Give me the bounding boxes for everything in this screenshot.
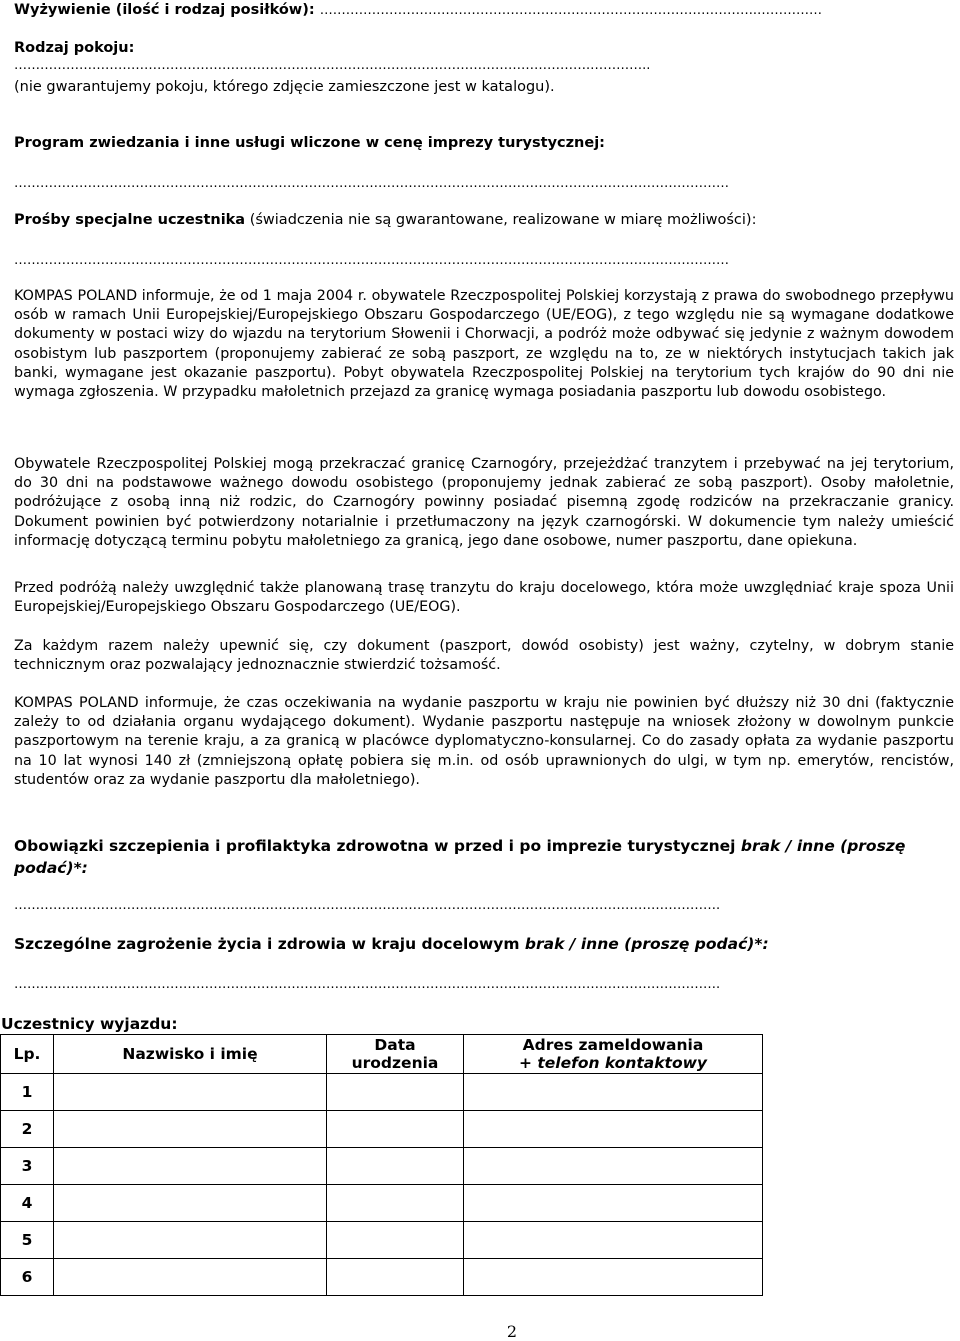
birth-date-cell[interactable] bbox=[327, 1111, 464, 1148]
participants-header-row bbox=[1, 1035, 763, 1074]
row-number: 1 bbox=[1, 1074, 54, 1111]
program-label: Program zwiedzania i inne usługi wliczone w cenę imprezy turystycznej: bbox=[14, 135, 605, 151]
name-cell[interactable] bbox=[54, 1111, 327, 1148]
name-cell[interactable] bbox=[54, 1148, 327, 1185]
column-header-lp: Lp. bbox=[1, 1035, 54, 1074]
table-row bbox=[1, 1074, 763, 1111]
meals-fill-line: ………………………………………………………………………………………..…………… bbox=[319, 3, 822, 18]
vaccination-options: brak / inne (proszę podać)*: bbox=[14, 837, 906, 877]
address-cell[interactable] bbox=[464, 1148, 763, 1185]
requests-label bbox=[14, 210, 756, 230]
program-fill-line: ………………………………………………………………………………………………………………………………………………… bbox=[14, 176, 729, 191]
table-row bbox=[1, 1259, 763, 1296]
participants-title: Uczestnicy wyjazdu: bbox=[1, 1015, 178, 1033]
address-cell[interactable] bbox=[464, 1111, 763, 1148]
requests-fill-line: ………………………………………………………………………………………………………………………………………………… bbox=[14, 253, 729, 268]
column-header-birth-date-line1: Data bbox=[374, 1036, 416, 1054]
room-fill-line: …………………………………………………………………………………………………………………….………….. bbox=[14, 58, 651, 73]
column-header-address bbox=[464, 1035, 763, 1074]
requests-label-note: (świadczenia nie są gwarantowane, realizowane w miarę możliwości): bbox=[245, 212, 757, 228]
info-paragraph-transit: Przed podróżą należy uwzględnić także planowaną trasę tranzytu do kraju docelowego, która może uwzględniać kraje spoza Unii Europejskiej/Europejskiego Obszaru Gospodarczego (UE/EOG). bbox=[14, 580, 954, 616]
address-cell[interactable] bbox=[464, 1185, 763, 1222]
row-number: 2 bbox=[1, 1111, 54, 1148]
row-number: 4 bbox=[1, 1185, 54, 1222]
participants-table bbox=[0, 1034, 763, 1296]
vaccination-heading bbox=[14, 835, 959, 879]
table-row bbox=[1, 1222, 763, 1259]
table-row bbox=[1, 1111, 763, 1148]
threat-label: Szczególne zagrożenie życia i zdrowia w kraju docelowym bbox=[14, 935, 525, 953]
row-number: 6 bbox=[1, 1259, 54, 1296]
name-cell[interactable] bbox=[54, 1259, 327, 1296]
column-header-address-line1: Adres zameldowania bbox=[522, 1036, 704, 1054]
address-cell[interactable] bbox=[464, 1074, 763, 1111]
requests-label-bold: Prośby specjalne uczestnika bbox=[14, 212, 246, 228]
table-row bbox=[1, 1185, 763, 1222]
address-cell[interactable] bbox=[464, 1259, 763, 1296]
address-cell[interactable] bbox=[464, 1222, 763, 1259]
column-header-birth-date-line2: urodzenia bbox=[351, 1054, 439, 1072]
info-paragraph-eu: KOMPAS POLAND informuje, że od 1 maja 2004 r. obywatele Rzeczpospolitej Polskiej korzystają z prawa do swobodnego przepływu osób w ramach Unii Europejskiej/Europejskiego Obszaru Gospodarczego (UE/EOG), z tego względu nie są wymagane dodatkowe dokumenty w postaci wizy do wjazdu na terytorium Słowenii i Chorwacji, a podróż może odbywać się jedynie z ważnym dowodem osobistym lub paszportem (proponujemy zabierać ze sobą paszport, ze względu na to, ze w niektórych instytucjach takich jak banki, wymagane jest okazanie paszportu). Pobyt obywatela Rzeczpospolitej Polskiej na terytorium tych krajów do 90 dni nie wymaga zgłoszenia. W przypadku małoletnich przejazd za granicę wymaga posiadania paszportu lub dowodu osobistego. bbox=[14, 288, 954, 401]
column-header-birth-date bbox=[327, 1035, 464, 1074]
meals-row bbox=[14, 0, 822, 20]
info-paragraph-passport: KOMPAS POLAND informuje, że czas oczekiwania na wydanie paszportu w kraju nie powinien być dłuższy niż 30 dni (faktycznie zależy to od działania organu wydającego dokument). Wydanie paszportu następuje na wniosek złożony w dowolnym punkcie paszportowym na terenie kraju, a za granicą w placówce dyplomatyczno-konsularnej. Co do zasady opłata za wydanie paszportu na 10 lat wynosi 140 zł (zmniejszoną opłatę pobiera się m.in. od osób uprawnionych do ulgi, w tym np. emerytów, rencistów, studentów oraz za wydanie paszportu dla małoletniego). bbox=[14, 695, 954, 788]
room-label: Rodzaj pokoju: bbox=[14, 40, 135, 56]
info-paragraph-montenegro: Obywatele Rzeczpospolitej Polskiej mogą przekraczać granicę Czarnogóry, przejeżdżać tranzytem i przebywać na jej terytorium, do 30 dni na podstawowe ważnego dowodu osobistego (proponujemy jednak zabierać ze sobą paszport). Osoby małoletnie, podróżujące z osobą inną niż rodzic, do Czarnogóry powinny posiadać pisemną zgodę rodziców na przekraczanie granicy. Dokument powinien być potwierdzony notarialnie i przetłumaczony na język czarnogórski. W dokumencie tym należy umieścić informację dotyczącą terminu pobytu małoletniego za granicą, jego dane osobowe, numer paszportu, dane opiekuna. bbox=[14, 456, 954, 549]
row-number: 3 bbox=[1, 1148, 54, 1185]
room-note: (nie gwarantujemy pokoju, którego zdjęcie zamieszczone jest w katalogu). bbox=[14, 79, 555, 95]
threat-heading bbox=[14, 933, 959, 955]
vaccination-fill-line: ………………………………………………………………………………………………………………………………………………. bbox=[14, 898, 721, 913]
vaccination-label: Obowiązki szczepienia i profilaktyka zdrowotna w przed i po imprezie turystycznej bbox=[14, 837, 741, 855]
name-cell[interactable] bbox=[54, 1074, 327, 1111]
threat-options: brak / inne (proszę podać)*: bbox=[524, 935, 769, 953]
page-number: 2 bbox=[506, 1322, 518, 1341]
column-header-address-line2: + telefon kontaktowy bbox=[518, 1054, 708, 1072]
birth-date-cell[interactable] bbox=[327, 1259, 464, 1296]
column-header-name: Nazwisko i imię bbox=[54, 1035, 327, 1074]
birth-date-cell[interactable] bbox=[327, 1222, 464, 1259]
birth-date-cell[interactable] bbox=[327, 1148, 464, 1185]
birth-date-cell[interactable] bbox=[327, 1074, 464, 1111]
name-cell[interactable] bbox=[54, 1185, 327, 1222]
table-row bbox=[1, 1148, 763, 1185]
row-number: 5 bbox=[1, 1222, 54, 1259]
meals-label: Wyżywienie (ilość i rodzaj posiłków): bbox=[14, 2, 315, 18]
birth-date-cell[interactable] bbox=[327, 1185, 464, 1222]
name-cell[interactable] bbox=[54, 1222, 327, 1259]
info-paragraph-document-validity: Za każdym razem należy upewnić się, czy dokument (paszport, dowód osobisty) jest ważny, czytelny, w dobrym stanie technicznym oraz pozwalający jednoznacznie stwierdzić tożsamość. bbox=[14, 638, 954, 674]
threat-fill-line: ………………………………………………………………………………………………………………………………………………. bbox=[14, 977, 721, 992]
